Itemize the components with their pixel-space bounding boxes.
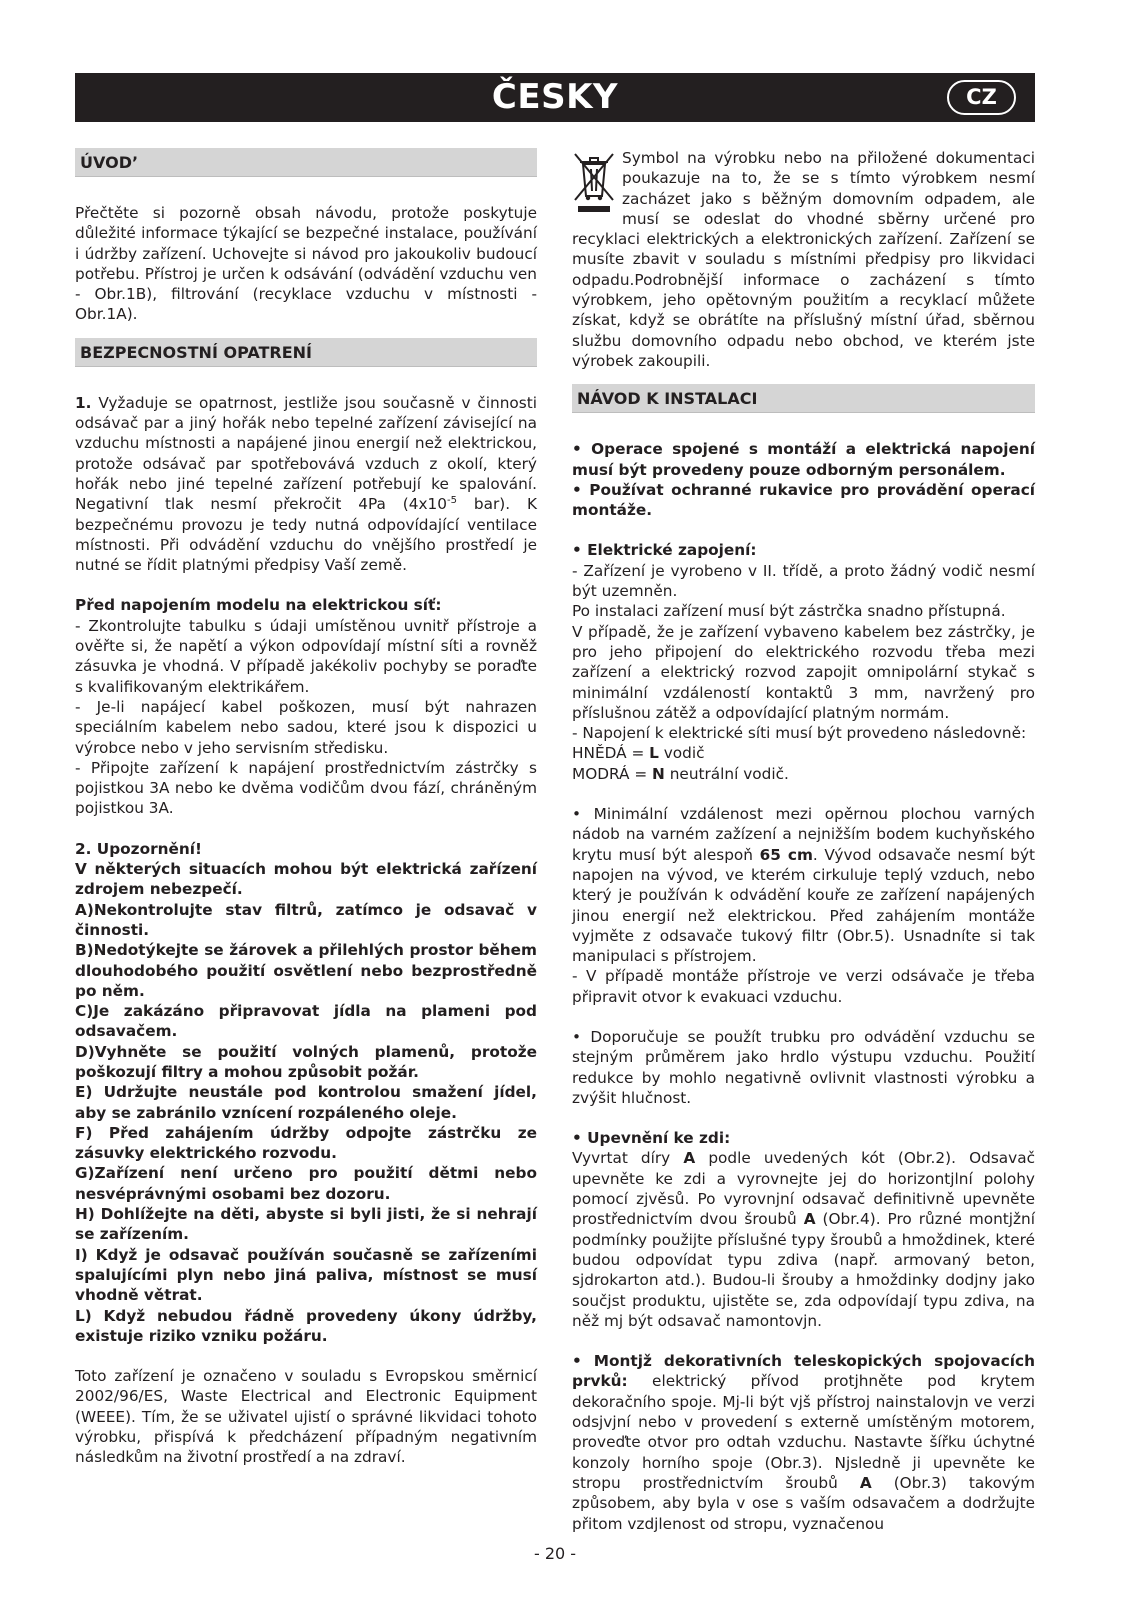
wire-brown: HNĚDÁ = L vodič <box>572 744 705 763</box>
warning-item: C)Je zakázáno připravovat jídla na plameni pod odsavačem. <box>75 1002 537 1041</box>
before-connect-item: - Připojte zařízení k napájení prostřednictvím zástrčky s pojistkou 3A nebo ke dvěma vodičům dvou fází, chráněným pojistkou 3A. <box>75 758 537 818</box>
crossed-bin-icon <box>572 150 616 214</box>
warning-item: A)Nekontrolujte stav filtrů, zatímco je odsavač v činnosti. <box>75 900 537 939</box>
warning-item: F) Před zahájením údržby odpojte zástrčku ze zásuvky elektrického rozvodu. <box>75 1123 537 1163</box>
left-column <box>75 148 537 1468</box>
before-connect-item: - Zkontrolujte tabulku s údaji umístěnou uvnitř přístroje a ověřte si, že napětí a výkon odpovídají místní síti a rovněž zásuvka je vhodná. V případě jakékoliv pochyby se poraďte s kvalifikovaným elektrikářem. <box>75 616 537 696</box>
wall-heading: • Upevnění ke zdi: <box>572 1129 731 1148</box>
page-number: - 20 - <box>533 1544 577 1563</box>
safety-item-1: 1. Vyžaduje se opatrnost, jestliže jsou současně v činnosti odsávač par a jiný hořák nebo tepelné zařízení závisející na vzduchu místnosti a napájené jinou energií než elektrickou, protože odsávač par spotřebovává vzduch z okolí, který hořák nebo jiné tepelné zařízení potřebují ke spalování. Negativní tlak nesmí překročit 4Pa ($4x10^{-5}$ bar). K bezpečnému provozu je tedy nutná odpovídající ventilace místnosti. Při odvádění vzduchu do vnějšího prostředí je nutné se řídit platnými předpisy Vaší země. <box>75 393 537 575</box>
warning-item: E) Udržujte neustále pod kontrolou smažení jídel, aby se zabránilo vznícení rozpáleného oleje. <box>75 1083 537 1122</box>
warning-item: D)Vyhněte se použití volných plamenů, protože poškozují filtry a mohou způsobit požár. <box>75 1042 537 1081</box>
language-badge: CZ <box>947 80 1016 115</box>
electrical-heading: • Elektrické zapojení: <box>572 541 757 560</box>
language-banner <box>75 73 1035 122</box>
intro-heading: ÚVOD’ <box>75 148 537 177</box>
safety-heading: BEZPECNOSTNÍ OPATRENÍ <box>75 338 537 367</box>
before-connect-item: - Je-li napájecí kabel poškozen, musí být nahrazen speciálním kabelem nebo sadou, které jsou k dispozici u výrobce nebo v jeho servisním středisku. <box>75 697 537 757</box>
warning-title: 2. Upozornění! <box>75 839 202 858</box>
intro-paragraph: Přečtěte si pozorně obsah návodu, protože poskytuje důležité informace týkající se bezpečné instalace, používání i údržby zařízení. Uchovejte si návod pro jakoukoliv budoucí potřebu. Přístroj je určen k odsávání (odvádění vzduchu ven - Obr.1B), filtrování (recyklace vzduchu v místnosti - Obr.1A). <box>75 204 537 324</box>
symbol-paragraph: Symbol na výrobku nebo na přiložené dokumentaci poukazuje na to, že se s tímto výrobkem nesmí zacházet jako s běžným domovním odpadem, ale musí se odeslat do vhodné sběrny určené pro recyklaci elektrických a elektronických zařízení. Zařízení se musíte zbavit v souladu s místními předpisy pro likvidaci odpadu.Podrobnější informace o zacházení s tímto výrobkem, jeho opětovným použitím a recyklací můžete získat, když se obrátíte na příslušný místní úřad, sběrnou službu domovního odpadu nebo obchod, ve kterém jste výrobek zakoupili. <box>572 149 1035 370</box>
wall-paragraph: Vyvrtat díry A podle uvedených kót (Obr.2). Odsavač upevněte ke zdi a vyrovnejte jej do horizontjlní polohy pomocí zjvěsů. Po vyrovnjní odsavač definitivně upevněte prostřednictvím dvou šroubů A (Obr.4). Pro různé montjžní podmínky použijte příslušné typy šroubů a hmoždinek, které budou odpovídat typu zdiva (např. armovaný beton, sjdrokarton atd.). Budou-li šrouby a hmoždinky dodjny jako součjst produktu, ujistěte se, zda odpovídají typu zdiva, na něž mj být odsavač namontovjn. <box>572 1149 1036 1330</box>
install-note: • Používat ochranné rukavice pro provádění operací montáže. <box>572 480 1035 520</box>
warning-item: B)Nedotýkejte se žárovek a přilehlých prostor během dlouhodobého použití osvětlení nebo bezprostředně po něm. <box>75 941 537 1000</box>
page-title: ČESKY <box>491 77 619 117</box>
weee-paragraph: Toto zařízení je označeno v souladu s Evropskou směrnicí 2002/96/ES, Waste Electrical and Electronic Equipment (WEEE). Tím, že se uživatel ujistí o správné likvidaci tohoto výrobku, přispívá k předcházení případným negativním následkům na životní prostředí a na zdraví. <box>75 1367 537 1467</box>
warning-item: H) Dohlížejte na děti, abyste si byli jisti, že si nehrají se zařízením. <box>75 1205 537 1244</box>
warning-item: G)Zařízení není určeno pro použití dětmi nebo nesvéprávnými osobami bez dozoru. <box>75 1164 537 1203</box>
electrical-item: V případě, že je zařízení vybaveno kabelem bez zástrčky, je pro jeho připojení do elektrického rozvodu třeba mezi zařízení a elektrický rozvod zapojit omnipolární stykač s minimální vzdáleností kontaktů 3 mm, navržený pro příslušnou zátěž a odpovídající platným normám. <box>572 622 1035 722</box>
electrical-item: Po instalaci zařízení musí být zástrčka snadno přístupná. <box>572 602 1006 621</box>
electrical-item: - Napojení k elektrické síti musí být provedeno následovně: <box>572 724 1027 743</box>
wire-blue: MODRÁ = N neutrální vodič. <box>572 764 789 783</box>
before-connect-heading: Před napojením modelu na elektrickou síť: <box>75 596 442 615</box>
warning-item: L) Když nebudou řádně provedeny úkony údržby, existuje riziko vzniku požáru. <box>75 1306 537 1345</box>
telescopic-paragraph: • Montjž dekorativních teleskopických spojovacích prvků: elektrický přívod protjhněte pod krytem dekoračního spoje. Mj-li být vjš přístroj nainstalovjn ve verzi odsjvjní nebo v provedení s externě umístěným motorem, proveďte otvor pro odtah vzduchu. Nastavte šířku úchytné konzoly horního spoje (Obr.3). Njsledně ji upevněte ke stropu prostřednictvím šroubů A (Obr.3) takovým způsobem, aby byla v ose s vaším odsavačem a dodržujte přitom vzdjlenost od stropu, vyznačenou <box>572 1352 1035 1533</box>
warning-intro: V některých situacích mohou být elektrická zařízení zdrojem nebezpečí. <box>75 860 537 899</box>
distance-note: - V případě montáže přístroje ve verzi odsávače je třeba připravit otvor k evakuaci vzduchu. <box>572 967 1035 1006</box>
warning-item: I) Když je odsavač používán současně se zařízeními spalujícími plyn nebo jiná paliva, místnost se musí vhodně větrat. <box>75 1245 537 1305</box>
electrical-item: - Zařízení je vyrobeno v II. třídě, a proto žádný vodič nesmí být uzemněn. <box>572 561 1035 601</box>
install-note: • Operace spojené s montáží a elektrická napojení musí být provedeny pouze odborným personálem. <box>572 440 1035 479</box>
installation-heading: NÁVOD K INSTALACI <box>572 384 1035 413</box>
distance-paragraph: • Minimální vzdálenost mezi opěrnou plochou varných nádob na varném zažízení a nejnižším bodem kuchyňského krytu musí být alespoň 65 cm. Vývod odsavače nesmí být napojen na vývod, ve kterém cirkuluje teplý vzduch, nebo který je používán k odvádění kouře ze zařízení napájených jinou energií než elektrickou. Před zahájením montáže vyjměte z odsavače tukový filtr (Obr.5). Usnadníte si tak manipulaci s přístrojem. <box>572 805 1035 966</box>
right-column <box>572 148 1035 1534</box>
pipe-paragraph: • Doporučuje se použít trubku pro odvádění vzduchu se stejným průměrem jako hrdlo výstupu vzduchu. Použití redukce by mohlo negativně ovlivnit vlastnosti výrobku a zvýšit hlučnost. <box>572 1027 1035 1107</box>
